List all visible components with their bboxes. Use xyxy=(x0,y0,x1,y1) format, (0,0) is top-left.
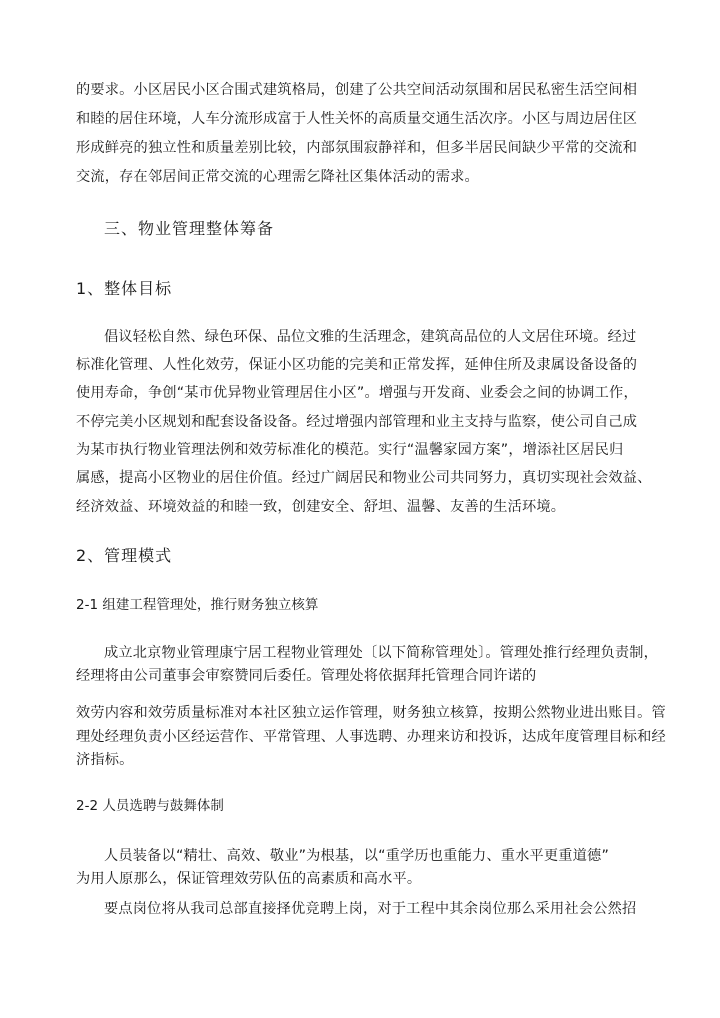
text-line: 属感，提高小区物业的居住价值。经过广阔居民和物业公司共同努力，真切实现社会效益、 xyxy=(76,470,652,486)
subheading-2-2: 2-2 人员选聘与鼓舞体制 xyxy=(76,798,224,814)
text-line: 标准化管理、人性化效劳，保证小区功能的完美和正常发挥，延伸住所及隶属设备设备的 xyxy=(76,357,638,373)
text-line: 形成鲜亮的独立性和质量差别比较，内部氛围寂静祥和，但多半居民间缺少平常的交流和 xyxy=(76,140,638,156)
text-line: 交流，存在邻居间正常交流的心理需乞降社区集体活动的需求。 xyxy=(76,169,479,185)
heading-overall-goal: 1、整体目标 xyxy=(76,279,173,298)
text-line: 使用寿命，争创“某市优异物业管理居住小区”。增强与开发商、业委会之间的协调工作， xyxy=(76,385,638,401)
text-line: 为某市执行物业管理法例和效劳标准化的模范。实行“温馨家园方案”，增添社区居民归 xyxy=(76,442,624,458)
text-line: 理处经理负责小区经运营作、平常管理、人事选聘、办理来访和投诉，达成年度管理目标和经 xyxy=(76,729,666,745)
text-line: 和睦的居住环境，人车分流形成富于人性关怀的高质量交通生活次序。小区与周边居住区 xyxy=(76,111,638,127)
text-line: 经理将由公司董事会审察赞同后委任。管理处将依据拜托管理合同许诺的 xyxy=(76,668,537,684)
heading-management-mode: 2、管理模式 xyxy=(76,546,173,565)
text-line: 不停完美小区规划和配套设备设备。经过增强内部管理和业主支持与监察，使公司自己成 xyxy=(76,414,638,430)
subheading-2-1: 2-1 组建工程管理处，推行财务独立核算 xyxy=(76,597,319,613)
text-line: 倡议轻松自然、绿色环保、品位文雅的生活理念，建筑高品位的人文居住环境。经过 xyxy=(104,329,637,345)
text-line: 人员装备以“精壮、高效、敬业”为根基，以“重学历也重能力、重水平更重道德” xyxy=(104,848,609,864)
text-line: 效劳内容和效劳质量标准对本社区独立运作管理，财务独立核算，按期公然物业进出账目。管 xyxy=(76,705,666,721)
text-line: 的要求。小区居民小区合围式建筑格局，创建了公共空间活动氛围和居民私密生活空间相 xyxy=(76,82,638,98)
text-line: 为用人原那么，保证管理效劳队伍的高素质和高水平。 xyxy=(76,871,422,887)
text-line: 济指标。 xyxy=(76,752,134,768)
text-line: 要点岗位将从我司总部直接择优竞聘上岗，对于工程中其余岗位那么采用社会公然招 xyxy=(104,901,637,917)
text-line: 成立北京物业管理康宁居工程物业管理处〔以下简称管理处〕。管理处推行经理负责制， xyxy=(104,645,659,661)
text-line: 经济效益、环境效益的和睦一致，创建安全、舒坦、温馨、友善的生活环境。 xyxy=(76,499,566,515)
section-title: 三、物业管理整体筹备 xyxy=(104,219,275,238)
